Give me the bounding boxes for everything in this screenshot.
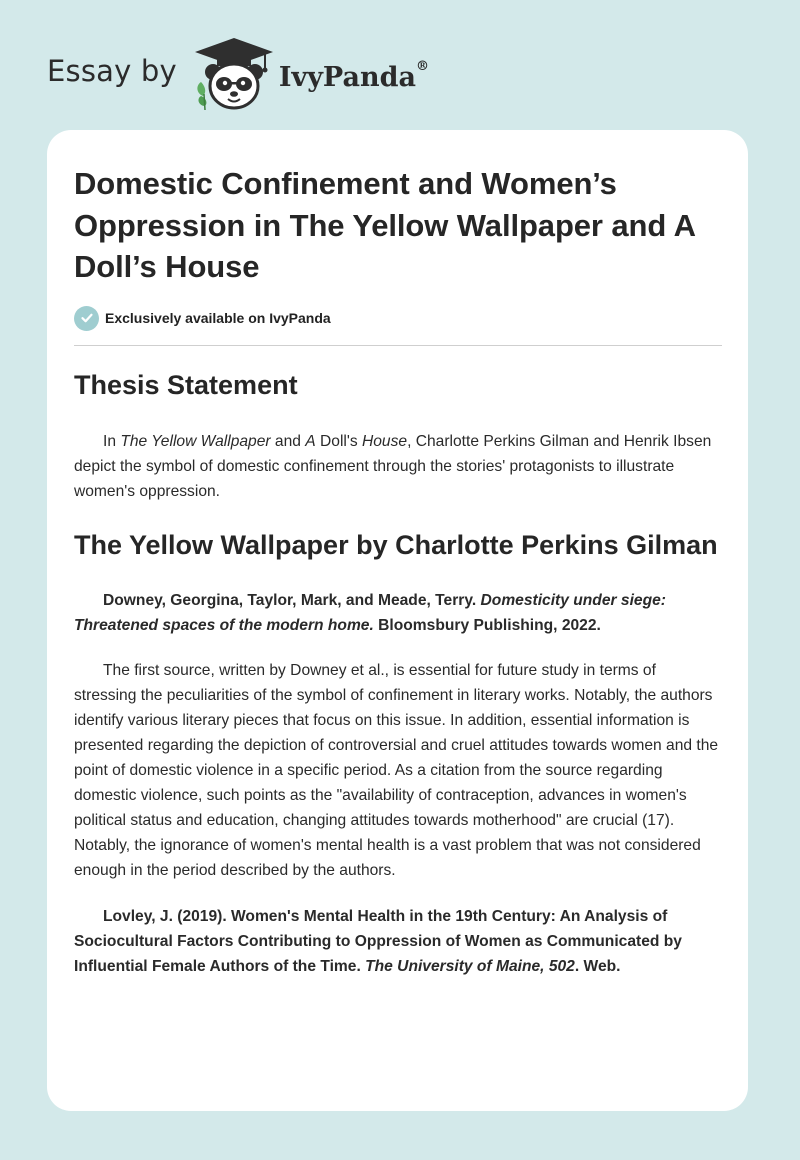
section-heading-yellow-wallpaper: The Yellow Wallpaper by Charlotte Perkins Gilman (74, 529, 718, 560)
brand-name: IvyPanda® (278, 58, 429, 93)
checkmark-icon (74, 306, 99, 331)
thesis-paragraph: In The Yellow Wallpaper and A Doll's House, Charlotte Perkins Gilman and Henrik Ibsen depict the symbol of domestic confinement through the stories' protagonists to illustrate women's oppression. (74, 432, 712, 500)
exclusive-badge (74, 306, 722, 331)
section-heading-thesis: Thesis Statement (74, 369, 298, 400)
essay-card (47, 130, 748, 1111)
reference-lovley: Lovley, J. (2019). Women's Mental Health in the 19th Century: An Analysis of Sociocultural Factors Contributing to Oppression of Women as Communicated by Influential Female Authors of the Time. The University of Maine, 502. Web. (74, 907, 682, 975)
body-paragraph: The first source, written by Downey et al., is essential for future study in terms of stressing the peculiarities of the symbol of confinement in literary works. Notably, the authors identify various literary pieces that focus on this issue. In addition, essential information is presented regarding the depiction of controversial and cruel attitudes towards women and the point of domestic violence in a specific period. As a citation from the source regarding domestic violence, such points as the "availability of contraception, advances in women's political status and education, changing attitudes towards motherhood" are crucial (17). Notably, the ignorance of women's mental health is a vast problem that was not considered enough in the period described by the authors. (74, 661, 719, 879)
panda-logo-icon[interactable] (191, 36, 277, 112)
badge-text: Exclusively available on IvyPanda (105, 310, 331, 326)
brand-prefix: Essay by (47, 54, 177, 88)
reference-downey: Downey, Georgina, Taylor, Mark, and Meade, Terry. Domesticity under siege: Threatened spaces of the modern home. Bloomsbury Publishing, 2022. (74, 591, 666, 634)
essay-title: Domestic Confinement and Women’s Oppression in The Yellow Wallpaper and A Doll’s House (74, 166, 695, 284)
divider (74, 345, 722, 346)
brand-header (47, 34, 429, 114)
